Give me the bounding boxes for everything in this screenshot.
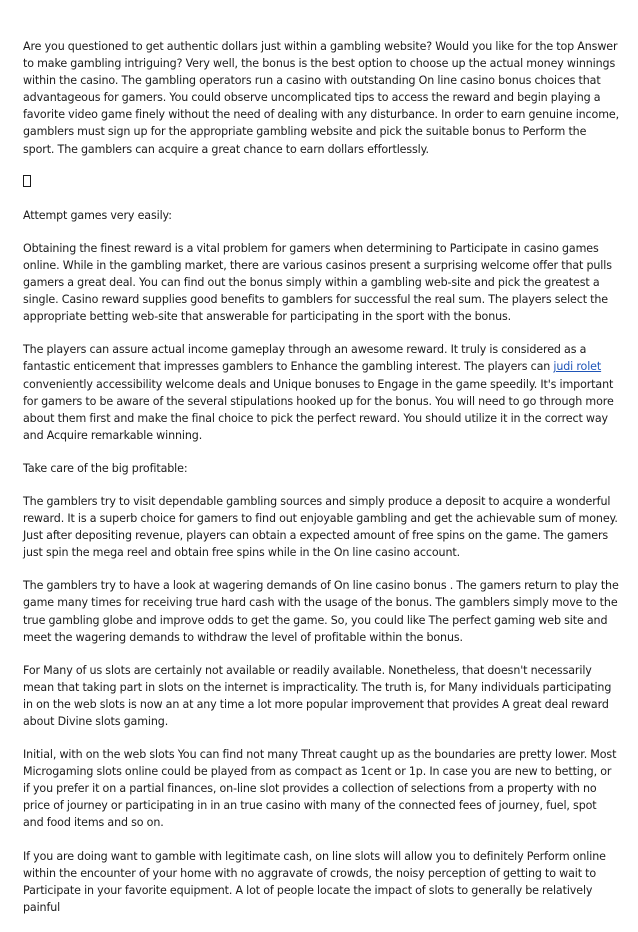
judi-rolet-link[interactable]: judi rolet [553,360,602,374]
section-heading-attempt-games: Attempt games very easily: [23,208,172,222]
paragraph-wagering-demands: The gamblers try to have a look at wagering demands of On line casino bonus . The gamers return to play the game many times for receiving true hard cash with the usage of the bonus. The gamblers simply move to the true gambling globe and improve odds to get the game. So, you could like The perfect gaming web site and meet the wagering demands to withdraw the level of profitable within the bonus. [23,579,619,644]
paragraph-legitimate-cash: If you are doing want to gamble with legitimate cash, on line slots will allow you to definitely Perform online within the encounter of your home with no aggravate of crowds, the noisy perception of getting to wait to Participate in your favorite equipment. A lot of people locate the impact of slots to generally be relatively painful [23,849,606,914]
placeholder-glyph-line [23,174,619,191]
paragraph-slots-availability: For Many of us slots are certainly not available or readily available. Nonetheless, that doesn't necessarily mean that taking part in slots on the internet is impracticality. The truth is, for Many individuals participating in on the web slots is now an at any time a lot more popular improvement that provides A great deal reward about Divine slots gaming. [23,663,612,728]
paragraph-text-before-link: The players can assure actual income gameplay through an awesome reward. It truly is considered as a fantastic enticement that impresses gamblers to Enhance the gambling interest. The players can [23,343,587,374]
paragraph-low-risk: Initial, with on the web slots You can find not many Threat caught up as the boundaries are pretty lower. Most Microgaming slots online could be played from as compact as 1cent or 1p. In case you are new to betting, or if you prefer it on a partial finances, on-line slot provides a collection of selections from a property with no price of journey or participating in in an true casino with many of the connected fees of journey, fuel, spot and food items and so on. [23,748,617,830]
missing-glyph-icon [23,175,31,187]
intro-paragraph: Are you questioned to get authentic dollars just within a gambling website? Would you like for the top Answer to make gambling intriguing? Very well, the bonus is the best option to choose up the actual money winnings within the casino. The gambling operators run a casino with outstanding On line casino bonus choices that advantageous for gamers. You could observe uncomplicated tips to access the reward and begin playing a favorite video game finely without the need of dealing with any disturbance. In order to earn genuine income, gamblers must sign up for the appropriate gambling website and pick the suitable bonus to Perform the sport. The gamblers can acquire a great chance to earn dollars effortlessly. [23,40,620,156]
document-body [23,38,619,932]
paragraph-finest-reward: Obtaining the finest reward is a vital problem for gamers when determining to Participate in casino games online. While in the gambling market, there are various casinos present a surprising welcome offer that pulls gamers a great deal. You can find out the bonus simply within a gambling web-site and pick the greatest a single. Casino reward supplies good benefits to gamblers for successful the real sum. The players select the appropriate betting web-site that answerable for participating in the sport with the bonus. [23,241,612,324]
paragraph-text-after-link: conveniently accessibility welcome deals and Unique bonuses to Engage in the game speedily. It's important for gamers to be aware of the several stipulations hooked up for the bonus. You will need to go through more about them first and make the final choice to pick the perfect reward. You should utilize it in the correct way and Acquire remarkable winning. [23,377,614,442]
paragraph-actual-income [23,341,619,444]
paragraph-dependable-sources: The gamblers try to visit dependable gambling sources and simply produce a deposit to acquire a wonderful reward. It is a superb choice for gamers to find out enjoyable gambling and get the achievable sum of money. Just after depositing revenue, players can obtain a expected amount of free spins on the game. The gamers just spin the mega reel and obtain free spins while in the On line casino account. [23,494,618,560]
section-heading-big-profitable: Take care of the big profitable: [23,461,188,475]
